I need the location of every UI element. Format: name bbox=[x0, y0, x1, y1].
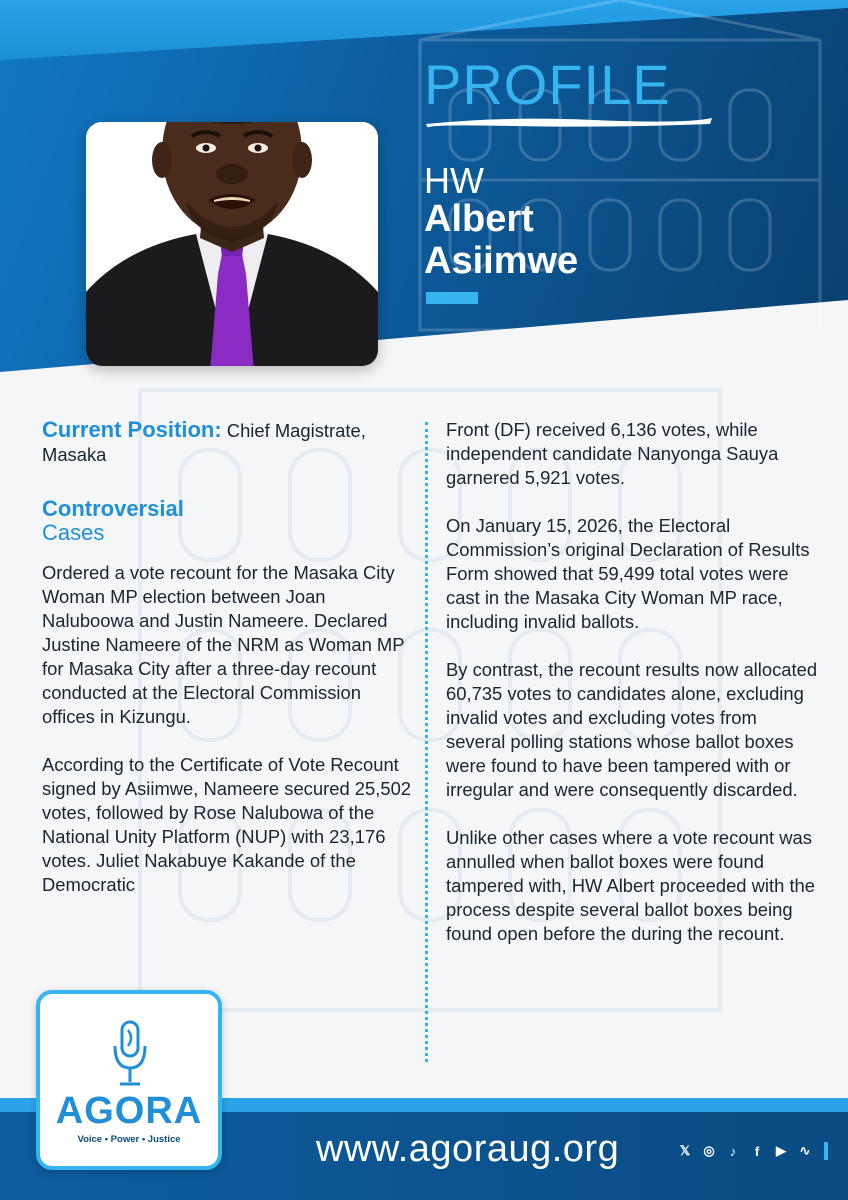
column-divider bbox=[425, 422, 428, 1062]
right-paragraph: Unlike other cases where a vote recount was annulled when ballot boxes were found tampered with, HW Albert proceeded with the process despite several ballot boxes being found open before the during the recount. bbox=[446, 827, 816, 944]
right-paragraph: By contrast, the recount results now allocated 60,735 votes to candidates alone, excluding invalid votes and excluding votes from several polling stations whose ballot boxes were found to have been tampered with or irregular and were consequently discarded. bbox=[446, 659, 818, 800]
left-column bbox=[42, 418, 414, 921]
position-value: Chief Magistrate, Masaka bbox=[42, 420, 366, 465]
right-column bbox=[446, 418, 818, 970]
section-subtitle: Cases bbox=[42, 520, 105, 545]
current-position bbox=[42, 418, 414, 467]
x-icon[interactable]: 𝕏 bbox=[679, 1143, 691, 1158]
section-title: Controversial bbox=[42, 496, 184, 521]
agora-logo bbox=[36, 990, 222, 1170]
name-accent-bar bbox=[426, 292, 478, 304]
left-paragraph: Ordered a vote recount for the Masaka City Woman MP election between Joan Naluboowa and Justin Nameere. Declared Justine Nameere of the NRM as Woman MP for Masaka City after a three-day recount conducted at the Electoral Commission offices in Kizungu. bbox=[42, 562, 405, 727]
social-icons bbox=[676, 1142, 828, 1160]
logo-tagline: Voice • Power • Justice bbox=[77, 1134, 181, 1145]
tiktok-icon[interactable]: ♪ bbox=[729, 1143, 737, 1159]
social-accent-bar bbox=[824, 1142, 828, 1160]
podcast-icon[interactable]: ∿ bbox=[799, 1143, 811, 1158]
portrait-illustration bbox=[86, 122, 378, 366]
position-label: Current Position: bbox=[42, 417, 222, 442]
website-link[interactable]: www.agoraug.org bbox=[316, 1128, 620, 1170]
right-paragraph: Front (DF) received 6,136 votes, while independent candidate Nanyonga Sauya garnered 5,921 votes. bbox=[446, 419, 779, 488]
right-paragraph: On January 15, 2026, the Electoral Commission’s original Declaration of Results Form showed that 59,499 total votes were cast in the Masaka City Woman MP race, including invalid ballots. bbox=[446, 515, 810, 632]
profile-photo bbox=[86, 122, 378, 366]
profile-title: PROFILE bbox=[424, 53, 671, 116]
youtube-icon[interactable]: ▶ bbox=[776, 1143, 786, 1158]
last-name: Asiimwe bbox=[424, 240, 579, 282]
microphone-icon bbox=[110, 1020, 150, 1090]
facebook-icon[interactable]: f bbox=[754, 1143, 760, 1159]
left-paragraph: According to the Certificate of Vote Recount signed by Asiimwe, Nameere secured 25,502 votes, followed by Rose Nalubowa of the National Unity Platform (NUP) with 23,176 votes. Juliet Nakabuye Kakande of the Democratic bbox=[42, 754, 412, 895]
instagram-icon[interactable]: ◎ bbox=[703, 1143, 715, 1158]
honorific: HW bbox=[424, 160, 484, 201]
title-brush-stroke bbox=[424, 114, 714, 130]
first-name: Albert bbox=[424, 198, 534, 240]
logo-wordmark: AGORA bbox=[55, 1090, 203, 1132]
